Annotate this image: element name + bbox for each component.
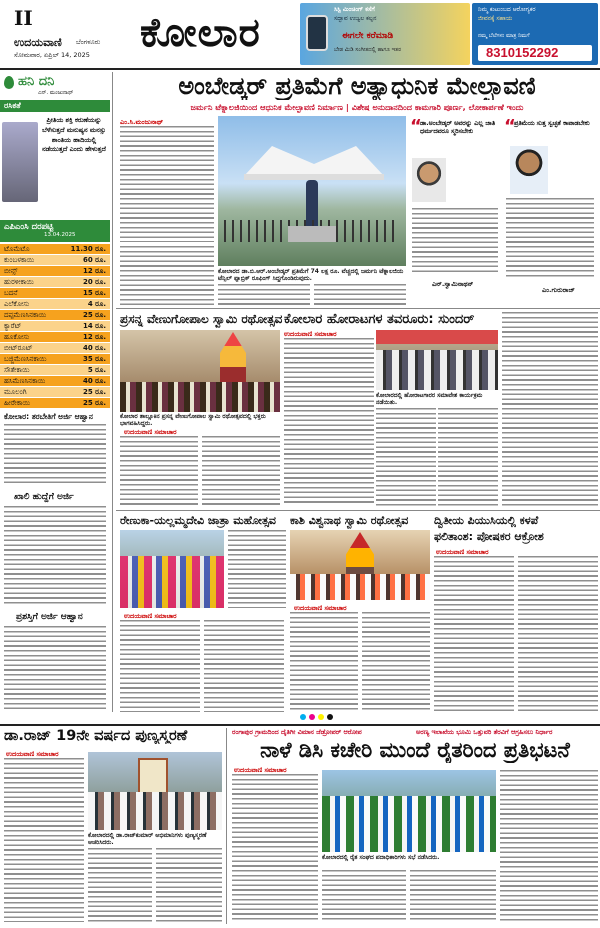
ad-banner-right[interactable] xyxy=(472,3,598,65)
story6-body-a xyxy=(434,556,514,712)
edition-label: ಬೆಂಗಳೂರು xyxy=(76,38,101,46)
story2-body-a xyxy=(120,436,198,508)
apmc-item-price: 14 ರೂ. xyxy=(82,322,106,330)
apmc-row xyxy=(0,332,110,343)
apmc-item-price: 12 ರೂ. xyxy=(82,267,106,275)
registration-marks xyxy=(300,714,333,720)
bottom-main-byline: ಉದಯವಾಣಿ ಸಮಾಚಾರ xyxy=(234,766,287,774)
apmc-row xyxy=(0,376,110,387)
quote1-name: ಎನ್.ಸ್ವಾಮಿನಾಥನ್ xyxy=(432,280,474,288)
apmc-item-name: ಸೌತೇಕಾಯಿ xyxy=(4,366,30,374)
ad-right-line1: ನಿಮ್ಮ ಕುಟುಂಬದ ಆರೋಗ್ಯಕರ xyxy=(478,6,536,13)
lead-subhead: ಜರ್ಮನಿ ಟೆಕ್ನಾಲಜಿಯಿಂದ ಆಧುನಿಕ ಮೇಲ್ಛಾವಣಿ ನಿರ್ಮಾಣ | ವಿಶೇಷ ಅನುದಾನದಿಂದ ಕಾಮಗಾರಿ ಪೂರ್ಣ, ಲೋಕಾರ್ಪಣೆ ಇಂದು xyxy=(190,102,524,112)
masthead xyxy=(0,0,600,70)
story2-caption: ಕೋಲಾರ ತಾಲ್ಲೂಕಿನ ಪ್ರಸನ್ನ ವೇಣುಗೋಪಾಲ ಸ್ವಾಮಿ ರಥೋತ್ಸವದಲ್ಲಿ ಭಕ್ತರು ಭಾಗವಹಿಸಿದ್ದರು. xyxy=(120,413,266,427)
bottom-main-body-d xyxy=(500,770,598,922)
apmc-row xyxy=(0,365,110,376)
apmc-row xyxy=(0,266,110,277)
people-row xyxy=(120,556,224,608)
bottom-left-body-b xyxy=(88,848,152,922)
apmc-item-price: 15 ರೂ. xyxy=(82,289,106,297)
quote2-name: ಎಂ.ಗುರುರಾಜ್ xyxy=(542,286,575,294)
bottom-left-body-a xyxy=(4,758,84,922)
apmc-item-name: ಬದನೆ xyxy=(4,289,18,297)
brief3-body xyxy=(4,626,106,710)
apmc-row xyxy=(0,310,110,321)
story3-body-b xyxy=(376,408,436,506)
story5-headline: ಕಾಶಿ ವಿಶ್ವನಾಥ ಸ್ವಾಮಿ ರಥೋತ್ಸವ xyxy=(290,514,409,527)
story4-sidecol xyxy=(228,530,286,608)
drop-icon xyxy=(4,76,14,89)
apmc-item-name: ಹೂಕೋಸು xyxy=(4,333,30,341)
lower-rule xyxy=(0,724,600,726)
apmc-item-name: ಹಸಿಮೆಣಸಿನಕಾಯಿ xyxy=(4,377,46,385)
quote1-text: ಡಾ.ಅಂಬೇಡ್ಕರ್ ಅವರನ್ನು ಎಲ್ಲ ಜಾತಿ ಧರ್ಮದವರೂ ಸ್ಮರಿಸಬೇಕು xyxy=(420,120,496,135)
pedestal xyxy=(288,226,336,242)
bottom-kicker-2: ಅರಣ್ಯ ಇಲಾಖೆಯ ಭೂಮಿ ಒತ್ತುವರಿ ತೆರವಿಗೆ ಆಗ್ರಹಿಸಲು ನಿರ್ಧಾರ xyxy=(416,728,553,736)
mid-rule xyxy=(116,510,600,511)
brief2-body xyxy=(4,506,106,606)
quote2-portrait xyxy=(510,146,548,194)
bottom-main-photo xyxy=(322,770,496,852)
lead-col3 xyxy=(314,284,406,306)
apmc-item-price: 20 ರೂ. xyxy=(82,278,106,286)
ad-banner-left[interactable] xyxy=(300,3,470,65)
city-title: ಕೋಲಾರ xyxy=(140,10,261,56)
brief1-title: ಕೋಲಾರ: ತರಬೇತಿಗೆ ಅರ್ಜಿ ಆಹ್ವಾನ xyxy=(4,412,93,421)
story3-photo xyxy=(376,330,498,390)
apmc-item-name: ಮೂಲಂಗಿ xyxy=(4,388,27,396)
sidebar xyxy=(0,72,110,712)
quote-mark-icon-2: “ xyxy=(504,116,516,137)
fans-row xyxy=(88,792,222,830)
bottom-left-headline: ಡಾ.ರಾಜ್ 19ನೇ ವರ್ಷದ ಪುಣ್ಯಸ್ಮರಣೆ xyxy=(4,728,188,744)
apmc-row xyxy=(0,387,110,398)
lead-headline: ಅಂಬೇಡ್ಕರ್ ಪ್ರತಿಮೆಗೆ ಅತ್ಯಾಧುನಿಕ ಮೇಲ್ಛಾವಣಿ xyxy=(178,72,536,100)
bottom-main-body-b xyxy=(322,870,406,922)
story4-body-a xyxy=(120,620,200,712)
apmc-item-price: 60 ರೂ. xyxy=(82,256,106,264)
story2-byline: ಉದಯವಾಣಿ ಸಮಾಚಾರ xyxy=(124,428,177,436)
apmc-item-name: ಟೊಮೆಟೊ xyxy=(4,245,30,253)
brief3-title: ಪ್ರಶಸ್ತಿಗೆ ಅರ್ಜಿ ಆಹ್ವಾನ xyxy=(16,612,83,622)
brief2-title: ಖಾಲಿ ಹುದ್ದೆಗೆ ಅರ್ಜಿ xyxy=(14,492,74,502)
canopy-shape xyxy=(244,146,384,176)
quote2-text: ಪ್ರತಿಮೆಯ ಸುತ್ತ ಸ್ವಚ್ಛತೆ ಕಾಪಾಡಬೇಕು xyxy=(514,120,590,127)
stage-banner xyxy=(376,330,498,344)
story5-photo xyxy=(290,530,430,600)
quote2-body xyxy=(506,198,594,278)
lead-byline: ಎಂ.ಸಿ.ಮಂಜುನಾಥ್ xyxy=(120,118,164,126)
page-number: II xyxy=(14,6,33,30)
apmc-item-price: 25 ರೂ. xyxy=(82,399,106,407)
apmc-item-name: ಕುಂಬಳಕಾಯಿ xyxy=(4,256,35,264)
story3-body-c xyxy=(438,408,498,506)
issue-date: ಸೋಮವಾರ, ಏಪ್ರಿಲ್ 14, 2025 xyxy=(14,51,90,59)
story5-body-a xyxy=(290,612,358,712)
apmc-row xyxy=(0,288,110,299)
ad-right-line2: ಜೀವನಕ್ಕೆ ಸಹಾಯ xyxy=(478,15,513,22)
apmc-item-price: 4 ರೂ. xyxy=(87,300,106,308)
brand-sub: ಎನ್. ಮಂಜುನಾಥ್ xyxy=(38,90,74,96)
ad-left-line3: ಈಗಲೇ ಕರೆಮಾಡಿ xyxy=(342,31,394,41)
ad-right-sub: ನಮ್ಮ ಬೆಲೆಗಳು ಮಾತ್ರ ನಿಮಗೆ xyxy=(478,33,530,39)
apmc-row xyxy=(0,354,110,365)
apmc-item-price: 25 ರೂ. xyxy=(82,388,106,396)
lead-col1 xyxy=(120,126,214,242)
apmc-row xyxy=(0,398,110,409)
rasike-text: ಪ್ರೀತಿಯ ಶಕ್ತಿ ಕರುಣೆಯನ್ನು ಬೆಳೆಸುತ್ತದೆ ಮನುಷ್ಯನ ಮನಸ್ಸು ಶಾಂತಿಯ ಹಾದಿಯಲ್ಲಿ ನಡೆಯುತ್ತದೆ ಎಂದು ಹೇಳುತ್ತದೆ xyxy=(42,116,106,154)
apmc-row xyxy=(0,277,110,288)
apmc-item-name: ಕ್ಯಾರೆಟ್ xyxy=(4,322,22,330)
crowd-row xyxy=(120,382,280,412)
story6-byline: ಉದಯವಾಣಿ ಸಮಾಚಾರ xyxy=(436,548,489,556)
apmc-item-name: ಎಲೆಕೋಸು xyxy=(4,300,30,308)
masthead-rule xyxy=(0,68,600,70)
bottom-main-caption: ಕೋಲಾರದಲ್ಲಿ ರೈತ ಸಂಘದ ಪದಾಧಿಕಾರಿಗಳು ಸಭೆ ನಡೆಸಿದರು. xyxy=(322,854,440,861)
bottom-left-byline: ಉದಯವಾಣಿ ಸಮಾಚಾರ xyxy=(6,750,59,758)
apmc-title: ಎಪಿಎಂಸಿ ದರಪಟ್ಟಿ xyxy=(4,222,54,232)
sidebar-divider xyxy=(112,72,113,712)
apmc-row xyxy=(0,321,110,332)
apmc-item-name: ಬೀನ್ಸ್ xyxy=(4,267,18,275)
bottom-left-photo xyxy=(88,752,222,830)
story3-byline: ಉದಯವಾಣಿ ಸಮಾಚಾರ xyxy=(284,330,337,338)
apmc-header xyxy=(0,220,110,242)
apmc-item-price: 35 ರೂ. xyxy=(82,355,106,363)
lead-bottom-rule xyxy=(116,308,600,309)
rasike-title: ರಸಿಕತೆ xyxy=(4,101,21,110)
lead-col1b xyxy=(120,246,214,306)
devotees xyxy=(290,574,430,600)
story6-headline-2: ಫಲಿತಾಂಶ: ಪೋಷಕರ ಆಕ್ರೋಶ xyxy=(434,530,544,543)
quote-mark-icon: “ xyxy=(410,116,422,137)
bottom-main-body-c xyxy=(410,870,496,922)
stage-people xyxy=(376,350,498,390)
lead-photo xyxy=(218,116,406,266)
bottom-kicker-1: ರಂಗಾಪುರ ಗ್ರಾಮದಿಂದ ದೈತಿಗೀ ವಿಮಾನ ಜೆಡ್ರೋಪರ್ ಆರೋಪ xyxy=(232,728,362,736)
story4-body-b xyxy=(204,620,284,712)
story3-body-a xyxy=(284,338,374,506)
quote-box-2 xyxy=(502,116,598,306)
ad-left-line2: ಸದ್ಭಾವ ಉಜ್ವಲ ಕಲ್ಪನ xyxy=(334,15,377,22)
apmc-row xyxy=(0,299,110,310)
apmc-item-price: 11.30 ರೂ. xyxy=(70,245,106,253)
apmc-item-price: 25 ರೂ. xyxy=(82,311,106,319)
apmc-row xyxy=(0,343,110,354)
lead-col2 xyxy=(218,284,310,306)
bottom-left-body-c xyxy=(156,848,222,922)
story6-body-b xyxy=(518,556,598,712)
ad-left-line4: ಬೇಡ ಮಿಡಿ ಸಂಗೀತದಲ್ಲಿ ಹಾಗೂ ಇತರ xyxy=(334,47,401,53)
bottom-main-body-a xyxy=(232,774,318,922)
story5-body-b xyxy=(362,612,430,712)
quote-box-1 xyxy=(408,116,500,298)
story2-body-b xyxy=(202,436,280,508)
ad-left-line1: ಸಿಸ್ಟಿ ಮಿಂಚಿಂಗ್ ಕಸೆಗೆ xyxy=(334,6,375,13)
bottom-divider xyxy=(226,728,227,924)
brand-box xyxy=(0,72,110,98)
story3-body-d xyxy=(502,312,598,506)
lead-photo-caption: ಕೋಲಾರದ ಡಾ.ಬಿ.ಆರ್.ಅಂಬೇಡ್ಕರ್ ಪ್ರತಿಮೆಗೆ 74 ಲಕ್ಷ ರೂ. ವೆಚ್ಚದಲ್ಲಿ ಜರ್ಮನಿ ಟೆಕ್ನಾಲಜಿಯ ಟೆನ್ಸಿಲ್ ಫ್ಯಾಬ್ರಿಕ್ ರೂಫಿಂಗ್ ಸಿದ್ಧಗೊಂಡಿರುವುದು. xyxy=(218,268,404,282)
story2-photo xyxy=(120,330,280,412)
apmc-date: 13.04.2025 xyxy=(44,232,76,238)
rasike-header xyxy=(0,100,110,112)
apmc-item-price: 40 ರೂ. xyxy=(82,344,106,352)
apmc-item-name: ಬಜ್ಜಿಮೆಣಸಿನಕಾಯಿ xyxy=(4,355,47,363)
story6-headline-1: ದ್ವಿತೀಯ ಪಿಯುಸಿಯಲ್ಲಿ ಕಳಪೆ xyxy=(434,514,539,527)
brand-title: ಹನಿ ದನಿ xyxy=(18,74,55,89)
phone-icon xyxy=(306,15,328,51)
ad-right-phone-box xyxy=(478,45,592,61)
story3-caption: ಕೋಲಾರದಲ್ಲಿ ಹೋರಾಟಗಾರರ ಸಮಾವೇಶ ಕಾರ್ಯಕ್ರಮ ನಡೆಯಿತು. xyxy=(376,392,483,406)
story4-headline: ರೇಣುಕಾ-ಯಲ್ಲಮ್ಮದೇವಿ ಜಾತ್ರಾ ಮಹೋತ್ಸವ xyxy=(120,514,276,527)
apmc-item-name: ಬೀಟ್‌ರೂಟ್ xyxy=(4,344,33,352)
story4-photo xyxy=(120,530,224,608)
quote1-portrait xyxy=(412,158,446,202)
apmc-item-price: 12 ರೂ. xyxy=(82,333,106,341)
brief1-body xyxy=(4,424,106,486)
apmc-row xyxy=(0,244,110,255)
paper-name: ಉದಯವಾಣಿ xyxy=(14,36,62,49)
apmc-item-price: 5 ರೂ. xyxy=(87,366,106,374)
farmers-row xyxy=(322,796,496,852)
bottom-main-headline: ನಾಳೆ ಡಿಸಿ ಕಚೇರಿ ಮುಂದೆ ರೈತರಿಂದ ಪ್ರತಿಭಟನೆ xyxy=(260,738,570,762)
story3-headline: ಕೋಲಾರ ಹೋರಾಟಗಳ ತವರೂರು: ಸುಂದರ್ xyxy=(284,312,475,327)
apmc-item-name: ಹುರಳೀಕಾಯಿ xyxy=(4,278,34,286)
apmc-item-price: 40 ರೂ. xyxy=(82,377,106,385)
apmc-item-name: ಹೀರೇಕಾಯಿ xyxy=(4,399,30,407)
rasike-photo xyxy=(2,122,38,202)
apmc-row xyxy=(0,255,110,266)
bottom-left-caption: ಕೋಲಾರದಲ್ಲಿ ಡಾ.ರಾಜ್‌ಕುಮಾರ್ ಅಭಿಮಾನಿಗಳು ಪುಣ್ಯಸ್ಮರಣೆ ಆಚರಿಸಿದರು. xyxy=(88,832,207,846)
story5-byline: ಉದಯವಾಣಿ ಸಮಾಚಾರ xyxy=(294,604,347,612)
apmc-item-name: ದಪ್ಪಮೆಣಸಿನಕಾಯಿ xyxy=(4,311,47,319)
story4-byline: ಉದಯವಾಣಿ ಸಮಾಚಾರ xyxy=(124,612,177,620)
ad-right-phone: 8310152292 xyxy=(486,45,559,60)
quote1-body xyxy=(412,208,498,274)
story2-headline: ಪ್ರಸನ್ನ ವೇಣುಗೋಪಾಲ ಸ್ವಾಮಿ ರಥೋತ್ಸವ xyxy=(120,312,283,326)
